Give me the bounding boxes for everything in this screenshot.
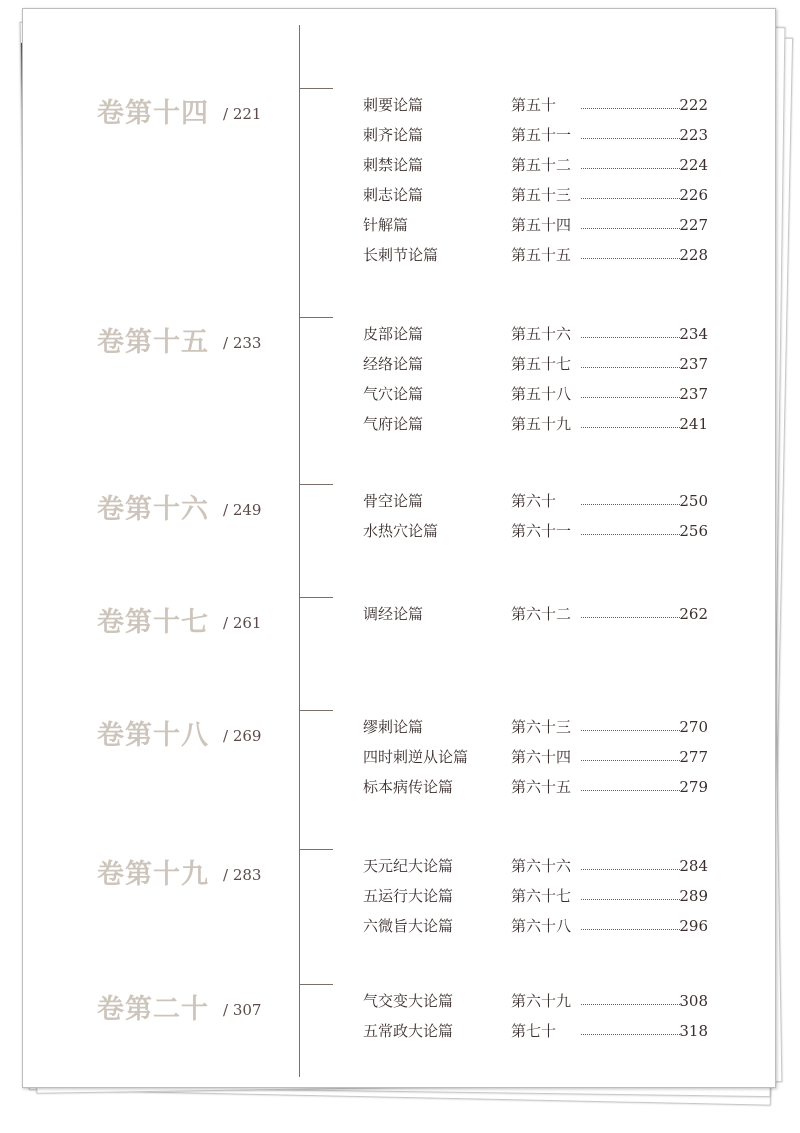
entry-page: 227 — [679, 216, 708, 234]
toc-entry[interactable] — [363, 244, 708, 266]
leader-dots — [581, 534, 680, 535]
entry-number: 第六十五 — [511, 778, 572, 796]
toc-entry[interactable] — [363, 915, 708, 937]
toc-entry[interactable] — [363, 214, 708, 236]
volume-page: / 269 — [223, 727, 262, 745]
volume-connector — [299, 597, 333, 598]
entry-number: 第六十 — [511, 492, 557, 510]
toc-entry[interactable] — [363, 1020, 708, 1042]
toc-page — [22, 8, 776, 1088]
entry-title: 刺志论篇 — [363, 186, 424, 204]
entry-page: 224 — [679, 156, 708, 174]
entry-number: 第五十五 — [511, 246, 572, 264]
entry-page: 279 — [679, 778, 708, 796]
entry-title: 长刺节论篇 — [363, 246, 439, 264]
volume-section — [23, 719, 783, 859]
volume-page: / 249 — [223, 501, 262, 519]
leader-dots — [581, 397, 680, 398]
leader-dots — [581, 929, 680, 930]
entry-number: 第七十 — [511, 1022, 557, 1040]
entry-page: 277 — [679, 748, 708, 766]
entry-page: 289 — [679, 887, 708, 905]
entry-page: 296 — [679, 917, 708, 935]
toc-entry[interactable] — [363, 383, 708, 405]
volume-page: / 233 — [223, 334, 262, 352]
entry-title: 五运行大论篇 — [363, 887, 454, 905]
entry-page: 234 — [679, 325, 708, 343]
entry-title: 气交变大论篇 — [363, 992, 454, 1010]
volume-connector — [299, 710, 333, 711]
leader-dots — [581, 427, 680, 428]
volume-page: / 261 — [223, 614, 262, 632]
entry-title: 刺禁论篇 — [363, 156, 424, 174]
entry-title: 水热穴论篇 — [363, 522, 439, 540]
volume-connector — [299, 484, 333, 485]
volume-page: / 307 — [223, 1001, 262, 1019]
entry-title: 经络论篇 — [363, 355, 424, 373]
leader-dots — [581, 899, 680, 900]
toc-entry[interactable] — [363, 353, 708, 375]
entry-title: 针解篇 — [363, 216, 409, 234]
volume-section — [23, 326, 783, 466]
entry-number: 第六十四 — [511, 748, 572, 766]
entry-title: 气穴论篇 — [363, 385, 424, 403]
leader-dots — [581, 1004, 680, 1005]
entry-page: 256 — [679, 522, 708, 540]
entry-page: 262 — [679, 605, 708, 623]
entry-title: 调经论篇 — [363, 605, 424, 623]
leader-dots — [581, 168, 680, 169]
toc-entry[interactable] — [363, 990, 708, 1012]
entry-page: 222 — [679, 96, 708, 114]
volume-section — [23, 96, 783, 264]
toc-entry[interactable] — [363, 746, 708, 768]
entry-title: 骨空论篇 — [363, 492, 424, 510]
entry-title: 六微旨大论篇 — [363, 917, 454, 935]
leader-dots — [581, 730, 680, 731]
entry-number: 第五十六 — [511, 325, 572, 343]
entry-page: 270 — [679, 718, 708, 736]
volume-title: 卷第十五 — [97, 327, 209, 358]
entry-page: 284 — [679, 857, 708, 875]
entry-number: 第五十七 — [511, 355, 572, 373]
toc-entry[interactable] — [363, 323, 708, 345]
volume-connector — [299, 317, 333, 318]
volume-section — [23, 993, 783, 1133]
entry-number: 第五十 — [511, 96, 557, 114]
toc-entry[interactable] — [363, 885, 708, 907]
leader-dots — [581, 108, 680, 109]
entry-page: 241 — [679, 415, 708, 433]
entry-title: 缪刺论篇 — [363, 718, 424, 736]
entry-title: 四时刺逆从论篇 — [363, 748, 469, 766]
toc-entry[interactable] — [363, 716, 708, 738]
entry-title: 天元纪大论篇 — [363, 857, 454, 875]
volume-section — [23, 858, 783, 998]
entry-number: 第六十三 — [511, 718, 572, 736]
entry-title: 标本病传论篇 — [363, 778, 454, 796]
entry-number: 第六十六 — [511, 857, 572, 875]
entry-number: 第六十七 — [511, 887, 572, 905]
toc-entry[interactable] — [363, 490, 708, 512]
leader-dots — [581, 504, 680, 505]
entry-number: 第六十二 — [511, 605, 572, 623]
leader-dots — [581, 337, 680, 338]
entry-number: 第五十八 — [511, 385, 572, 403]
volume-title: 卷第十六 — [97, 494, 209, 525]
toc-entry[interactable] — [363, 124, 708, 146]
toc-entry[interactable] — [363, 603, 708, 625]
entry-number: 第五十二 — [511, 156, 572, 174]
leader-dots — [581, 198, 680, 199]
toc-entry[interactable] — [363, 413, 708, 435]
entry-page: 250 — [679, 492, 708, 510]
leader-dots — [581, 760, 680, 761]
entry-title: 刺齐论篇 — [363, 126, 424, 144]
entry-page: 228 — [679, 246, 708, 264]
leader-dots — [581, 138, 680, 139]
entry-title: 刺要论篇 — [363, 96, 424, 114]
volume-page: / 221 — [223, 105, 262, 123]
entry-number: 第五十四 — [511, 216, 572, 234]
toc-entry[interactable] — [363, 154, 708, 176]
volume-connector — [299, 88, 333, 89]
entry-number: 第五十九 — [511, 415, 572, 433]
entry-title: 皮部论篇 — [363, 325, 424, 343]
volume-title: 卷第十八 — [97, 720, 209, 751]
volume-title: 卷第十九 — [97, 859, 209, 890]
entry-page: 318 — [679, 1022, 708, 1040]
entry-number: 第五十三 — [511, 186, 572, 204]
entry-number: 第六十九 — [511, 992, 572, 1010]
entry-page: 237 — [679, 355, 708, 373]
leader-dots — [581, 367, 680, 368]
volume-connector — [299, 849, 333, 850]
entry-number: 第六十八 — [511, 917, 572, 935]
volume-title: 卷第十七 — [97, 607, 209, 638]
entry-page: 237 — [679, 385, 708, 403]
toc-entry[interactable] — [363, 520, 708, 542]
volume-title: 卷第二十 — [97, 994, 209, 1025]
toc-entry[interactable] — [363, 94, 708, 116]
leader-dots — [581, 790, 680, 791]
entry-page: 223 — [679, 126, 708, 144]
leader-dots — [581, 1034, 680, 1035]
entry-page: 226 — [679, 186, 708, 204]
entry-number: 第六十一 — [511, 522, 572, 540]
toc-entry[interactable] — [363, 855, 708, 877]
entry-title: 五常政大论篇 — [363, 1022, 454, 1040]
leader-dots — [581, 228, 680, 229]
entry-number: 第五十一 — [511, 126, 572, 144]
toc-entry[interactable] — [363, 184, 708, 206]
volume-connector — [299, 984, 333, 985]
volume-title: 卷第十四 — [97, 98, 209, 129]
leader-dots — [581, 869, 680, 870]
toc-entry[interactable] — [363, 776, 708, 798]
volume-page: / 283 — [223, 866, 262, 884]
leader-dots — [581, 617, 680, 618]
entry-page: 308 — [679, 992, 708, 1010]
entry-title: 气府论篇 — [363, 415, 424, 433]
leader-dots — [581, 258, 680, 259]
